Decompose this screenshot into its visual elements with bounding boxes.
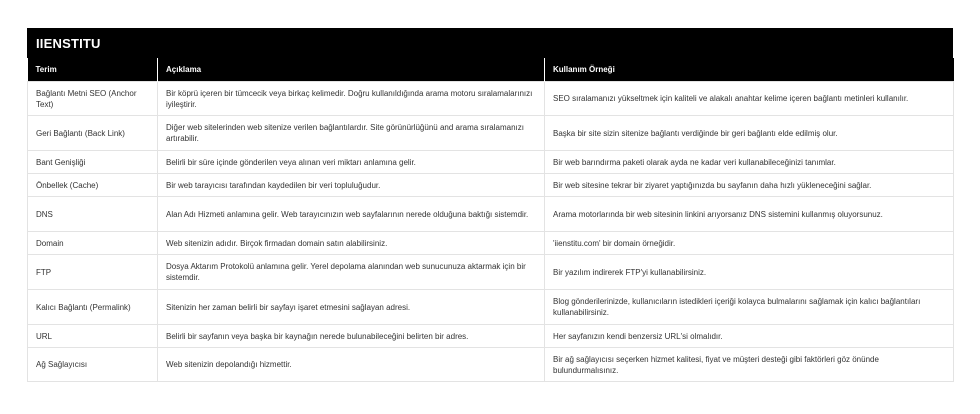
glossary-table bbox=[27, 58, 954, 382]
description-cell: Sitenizin her zaman belirli bir sayfayı işaret etmesini sağlayan adresi. bbox=[158, 290, 545, 325]
description-cell: Web sitenizin adıdır. Birçok firmadan domain satın alabilirsiniz. bbox=[158, 232, 545, 255]
example-cell: Bir ağ sağlayıcısı seçerken hizmet kalitesi, fiyat ve müşteri desteği gibi faktörleri göz önünde bulundurmalısınız. bbox=[545, 348, 954, 382]
brand-title: IIENSTITU bbox=[27, 28, 953, 58]
term-cell: Geri Bağlantı (Back Link) bbox=[28, 116, 158, 151]
term-cell: Bağlantı Metni SEO (Anchor Text) bbox=[28, 82, 158, 116]
example-cell: Bir web barındırma paketi olarak ayda ne kadar veri kullanabileceğinizi tanımlar. bbox=[545, 151, 954, 174]
description-cell: Bir web tarayıcısı tarafından kaydedilen bir veri topluluğudur. bbox=[158, 174, 545, 197]
description-cell: Bir köprü içeren bir tümcecik veya birkaç kelimedir. Doğru kullanıldığında arama motoru sıralamalarınızı iyileştirir. bbox=[158, 82, 545, 116]
description-cell: Diğer web sitelerinden web sitenize verilen bağlantılardır. Site görünürlüğünü and arama sıralamanızı artırabilir. bbox=[158, 116, 545, 151]
column-header-term: Terim bbox=[28, 58, 158, 82]
table-row bbox=[28, 116, 954, 151]
term-cell: FTP bbox=[28, 255, 158, 290]
example-cell: Bir yazılım indirerek FTP'yi kullanabilirsiniz. bbox=[545, 255, 954, 290]
description-cell: Belirli bir sayfanın veya başka bir kaynağın nerede bulunabileceğini belirten bir adres. bbox=[158, 325, 545, 348]
term-cell: Önbellek (Cache) bbox=[28, 174, 158, 197]
table-row bbox=[28, 232, 954, 255]
column-header-description: Açıklama bbox=[158, 58, 545, 82]
table-row bbox=[28, 151, 954, 174]
example-cell: SEO sıralamanızı yükseltmek için kaliteli ve alakalı anahtar kelime içeren bağlantı metinleri kullanılır. bbox=[545, 82, 954, 116]
table-row bbox=[28, 255, 954, 290]
description-cell: Web sitenizin depolandığı hizmettir. bbox=[158, 348, 545, 382]
term-cell: DNS bbox=[28, 197, 158, 232]
term-cell: Bant Genişliği bbox=[28, 151, 158, 174]
example-cell: Arama motorlarında bir web sitesinin linkini arıyorsanız DNS sistemini kullanmış oluyorsunuz. bbox=[545, 197, 954, 232]
table-row bbox=[28, 82, 954, 116]
example-cell: Bir web sitesine tekrar bir ziyaret yaptığınızda bu sayfanın daha hızlı yükleneceğini sağlar. bbox=[545, 174, 954, 197]
table-row bbox=[28, 290, 954, 325]
table-row bbox=[28, 325, 954, 348]
description-cell: Dosya Aktarım Protokolü anlamına gelir. Yerel depolama alanından web sunucunuza aktarmak için bir sistemdir. bbox=[158, 255, 545, 290]
example-cell: Her sayfanızın kendi benzersiz URL'si olmalıdır. bbox=[545, 325, 954, 348]
term-cell: URL bbox=[28, 325, 158, 348]
table-row bbox=[28, 348, 954, 382]
description-cell: Belirli bir süre içinde gönderilen veya alınan veri miktarı anlamına gelir. bbox=[158, 151, 545, 174]
table-row bbox=[28, 174, 954, 197]
description-cell: Alan Adı Hizmeti anlamına gelir. Web tarayıcınızın web sayfalarının nerede olduğuna baktığı sistemdir. bbox=[158, 197, 545, 232]
term-cell: Kalıcı Bağlantı (Permalink) bbox=[28, 290, 158, 325]
example-cell: 'iienstitu.com' bir domain örneğidir. bbox=[545, 232, 954, 255]
term-cell: Ağ Sağlayıcısı bbox=[28, 348, 158, 382]
example-cell: Blog gönderilerinizde, kullanıcıların istedikleri içeriği kolayca bulmalarını sağlamak için kalıcı bağlantıları kullanabilirsiniz. bbox=[545, 290, 954, 325]
term-cell: Domain bbox=[28, 232, 158, 255]
example-cell: Başka bir site sizin sitenize bağlantı verdiğinde bir geri bağlantı elde edilmiş olur. bbox=[545, 116, 954, 151]
table-body bbox=[28, 82, 954, 382]
header-row bbox=[28, 58, 954, 82]
table-container bbox=[27, 28, 953, 382]
table-row bbox=[28, 197, 954, 232]
column-header-example: Kullanım Örneği bbox=[545, 58, 954, 82]
